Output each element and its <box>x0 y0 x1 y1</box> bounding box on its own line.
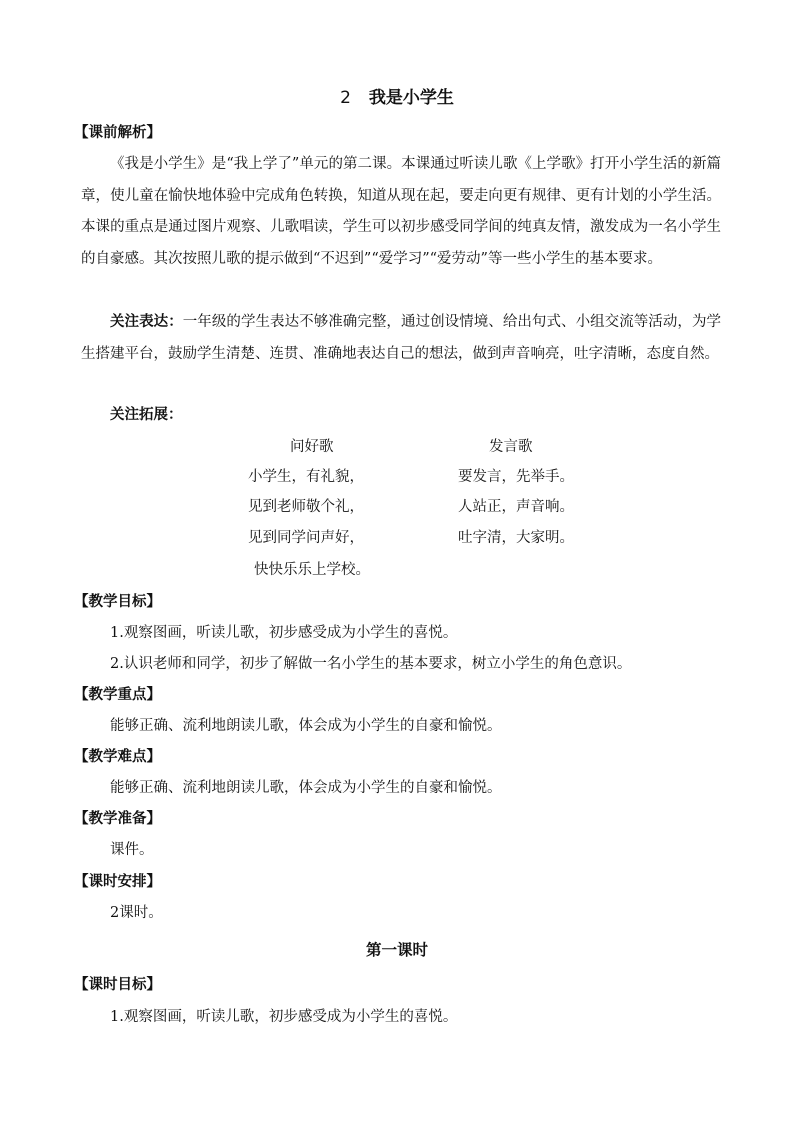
heading-key-points: 【教学重点】 <box>74 687 161 703</box>
poem-left-line: 见到同学问声好， <box>248 530 364 546</box>
first-lesson-title: 第一课时 <box>365 941 428 959</box>
pre-analysis-paragraph: 《我是小学生》是“我上学了”单元的第二课。本课通过听读儿歌《上学歌》打开小学生活的新篇章，使儿童在愉快地体验中完成角色转换，知道从现在起，要走向更有规律、更有计划的小学生活。本课的重点是通过图片观察、儿歌唱读，学生可以初步感受同学间的纯真友情，激发成为一名小学生的自豪感。其次按照儿歌的提示做到“不迟到”“爱学习”“爱劳动”等一些小学生的基本要求。 <box>81 156 721 267</box>
focus-expression-label: 关注表达： <box>110 314 183 330</box>
teaching-goal-item: 1.观察图画，听读儿歌，初步感受成为小学生的喜悦。 <box>110 625 458 641</box>
focus-expression-paragraph <box>81 307 721 370</box>
heading-pre-analysis: 【课前解析】 <box>74 125 161 141</box>
lesson-goal-item: 1.观察图画，听读儿歌，初步感受成为小学生的喜悦。 <box>110 1009 458 1025</box>
page-title <box>0 88 794 108</box>
teaching-goal-item: 2.认识老师和同学，初步了解做一名小学生的基本要求，树立小学生的角色意识。 <box>110 656 632 672</box>
difficulties-text: 能够正确、流利地朗读儿歌，体会成为小学生的自豪和愉悦。 <box>110 780 502 796</box>
poem-right-line: 人站正，声音响。 <box>458 499 574 515</box>
poem-left-line: 小学生，有礼貌， <box>248 469 364 485</box>
focus-expression-text: 一年级的学生表达不够准确完整，通过创设情境、给出句式、小组交流等活动，为学生搭建平台，鼓励学生清楚、连贯、准确地表达自己的想法，做到声音响亮，吐字清晰，态度自然。 <box>81 314 722 362</box>
poem-right-line: 吐字清，大家明。 <box>458 530 574 546</box>
poem-left-title: 问好歌 <box>290 439 334 455</box>
heading-lesson-goals: 【课时目标】 <box>74 977 161 993</box>
title-number: 2 <box>340 88 351 108</box>
heading-preparation: 【教学准备】 <box>74 811 161 827</box>
key-points-text: 能够正确、流利地朗读儿歌，体会成为小学生的自豪和愉悦。 <box>110 718 502 734</box>
poem-right-line: 要发言，先举手。 <box>458 469 574 485</box>
title-text: 我是小学生 <box>368 88 454 108</box>
focus-extension-label: 关注拓展： <box>110 407 183 423</box>
heading-schedule: 【课时安排】 <box>74 874 161 890</box>
schedule-text: 2课时。 <box>110 905 163 921</box>
poem-left-line: 见到老师敬个礼， <box>248 499 364 515</box>
poem-right-title: 发言歌 <box>489 439 533 455</box>
preparation-text: 课件。 <box>110 842 154 858</box>
heading-teaching-goals: 【教学目标】 <box>74 594 161 610</box>
heading-difficulties: 【教学难点】 <box>74 749 161 765</box>
poem-left-line: 快快乐乐上学校。 <box>254 562 370 578</box>
